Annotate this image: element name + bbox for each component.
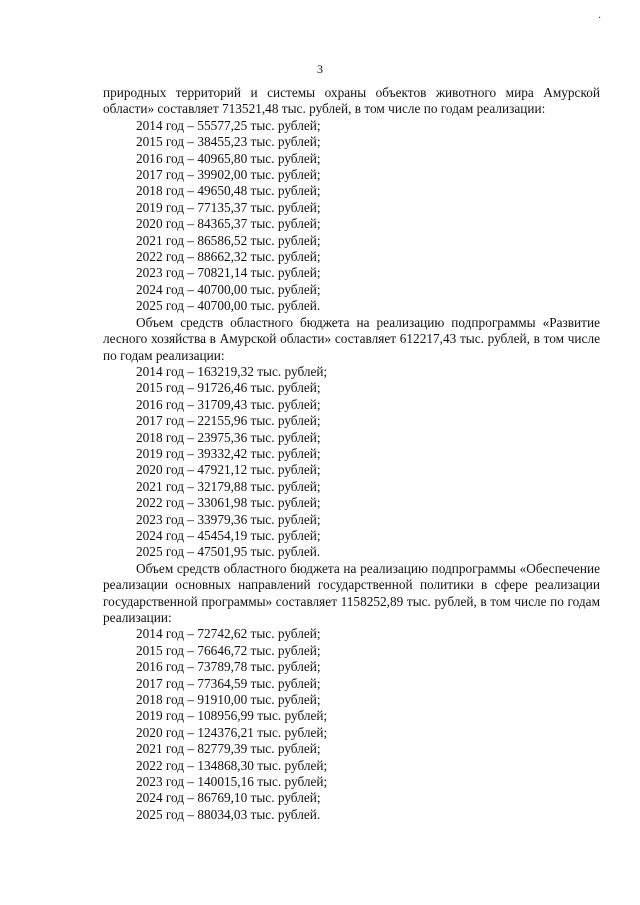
list-item: 2019 год – 108956,99 тыс. рублей; bbox=[136, 708, 328, 724]
list-item: 2022 год – 88662,32 тыс. рублей; bbox=[136, 249, 321, 265]
list-item: 2015 год – 76646,72 тыс. рублей; bbox=[136, 642, 321, 658]
list-item: 2021 год – 32179,88 тыс. рублей; bbox=[136, 478, 321, 494]
list-item: 2024 год – 40700,00 тыс. рублей; bbox=[136, 281, 321, 297]
year-list-nature-territories bbox=[103, 118, 600, 315]
list-item: 2017 год – 77364,59 тыс. рублей; bbox=[136, 675, 321, 691]
list-item: 2018 год – 91910,00 тыс. рублей; bbox=[136, 692, 321, 708]
list-item: 2014 год – 163219,32 тыс. рублей; bbox=[136, 363, 328, 379]
list-item: 2023 год – 140015,16 тыс. рублей; bbox=[136, 774, 328, 790]
corner-mark: · bbox=[598, 13, 602, 24]
list-item: 2015 год – 38455,23 тыс. рублей; bbox=[136, 134, 321, 150]
list-item: 2014 год – 55577,25 тыс. рублей; bbox=[136, 117, 321, 133]
list-item: 2025 год – 40700,00 тыс. рублей. bbox=[136, 298, 321, 314]
list-item: 2016 год – 73789,78 тыс. рублей; bbox=[136, 659, 321, 675]
list-item: 2020 год – 47921,12 тыс. рублей; bbox=[136, 462, 321, 478]
list-item: 2016 год – 40965,80 тыс. рублей; bbox=[136, 150, 321, 166]
paragraph-forestry-subprogram: Объем средств областного бюджета на реализацию подпрограммы «Развитие лесного хозяйства в Амурской области» составляет 612217,43 тыс. рублей, в том числе по годам реализации: bbox=[103, 314, 600, 363]
paragraph-nature-territories-tail: природных территорий и системы охраны объектов животного мира Амурской области» составляет 713521,48 тыс. рублей, в том числе по годам реализации: bbox=[103, 85, 600, 117]
list-item: 2022 год – 134868,30 тыс. рублей; bbox=[136, 757, 328, 773]
list-item: 2024 год – 86769,10 тыс. рублей; bbox=[136, 790, 321, 806]
list-item: 2023 год – 33979,36 тыс. рублей; bbox=[136, 511, 321, 527]
list-item: 2025 год – 47501,95 тыс. рублей. bbox=[136, 544, 321, 560]
list-item: 2025 год – 88034,03 тыс. рублей. bbox=[136, 806, 321, 822]
list-item: 2020 год – 84365,37 тыс. рублей; bbox=[136, 216, 321, 232]
list-item: 2021 год – 86586,52 тыс. рублей; bbox=[136, 232, 321, 248]
list-item: 2022 год – 33061,98 тыс. рублей; bbox=[136, 495, 321, 511]
list-item: 2024 год – 45454,19 тыс. рублей; bbox=[136, 527, 321, 543]
list-item: 2023 год – 70821,14 тыс. рублей; bbox=[136, 265, 321, 281]
year-list-policy bbox=[103, 626, 600, 823]
list-item: 2015 год – 91726,46 тыс. рублей; bbox=[136, 380, 321, 396]
list-item: 2018 год – 23975,36 тыс. рублей; bbox=[136, 429, 321, 445]
paragraph-policy-subprogram: Объем средств областного бюджета на реализацию подпрограммы «Обеспечение реализации основных направлений государственной политики в сфере реализации государственной программы» составляет 1158252,89 тыс. рублей, в том числе по годам реализации: bbox=[103, 560, 600, 625]
page-number: 3 bbox=[317, 62, 323, 76]
list-item: 2021 год – 82779,39 тыс. рублей; bbox=[136, 741, 321, 757]
list-item: 2019 год – 39332,42 тыс. рублей; bbox=[136, 445, 321, 461]
list-item: 2014 год – 72742,62 тыс. рублей; bbox=[136, 626, 321, 642]
list-item: 2017 год – 22155,96 тыс. рублей; bbox=[136, 413, 321, 429]
list-item: 2019 год – 77135,37 тыс. рублей; bbox=[136, 199, 321, 215]
year-list-forestry bbox=[103, 364, 600, 561]
list-item: 2017 год – 39902,00 тыс. рублей; bbox=[136, 167, 321, 183]
list-item: 2016 год – 31709,43 тыс. рублей; bbox=[136, 396, 321, 412]
list-item: 2018 год – 49650,48 тыс. рублей; bbox=[136, 183, 321, 199]
document-body bbox=[103, 85, 600, 823]
list-item: 2020 год – 124376,21 тыс. рублей; bbox=[136, 724, 328, 740]
